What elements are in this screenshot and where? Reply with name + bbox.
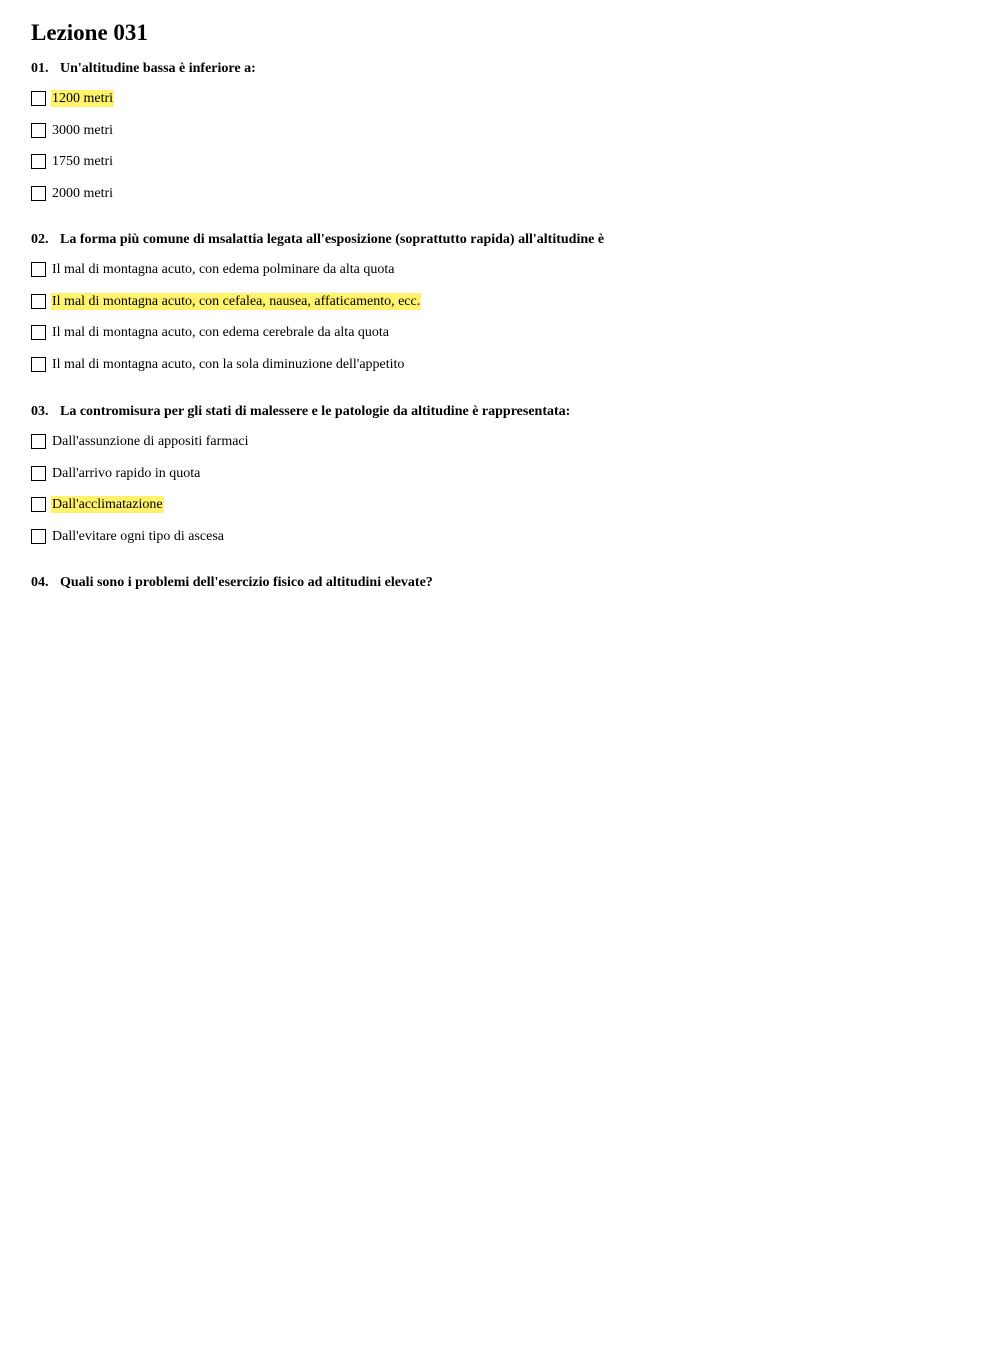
- question-text: Un'altitudine bassa è inferiore a:: [60, 61, 256, 76]
- checkbox[interactable]: [31, 123, 46, 138]
- option-item[interactable]: [31, 122, 971, 154]
- option-item[interactable]: [31, 324, 971, 356]
- question-header: [31, 231, 971, 249]
- option-text-highlighted: 1200 metri: [52, 91, 114, 106]
- option-text: Dall'arrivo rapido in quota: [52, 465, 201, 481]
- option-text: Il mal di montagna acuto, con edema polminare da alta quota: [52, 262, 395, 277]
- checkbox[interactable]: [31, 325, 46, 340]
- question-text: La forma più comune di msalattia legata all'esposizione (soprattutto rapida) all'altitudine è: [60, 232, 605, 247]
- question-number: 02.: [31, 232, 49, 247]
- question-header: [31, 60, 971, 78]
- question-number: 01.: [31, 61, 49, 76]
- question-header: [31, 403, 971, 421]
- checkbox[interactable]: [31, 186, 46, 201]
- checkbox[interactable]: [31, 154, 46, 169]
- checkbox[interactable]: [31, 294, 46, 309]
- options-list: [31, 433, 971, 559]
- option-text-highlighted: Dall'acclimatazione: [52, 497, 163, 512]
- option-item[interactable]: [31, 496, 971, 528]
- question-03: [31, 403, 971, 559]
- option-item[interactable]: [31, 433, 971, 465]
- options-list: [31, 261, 971, 387]
- checkbox[interactable]: [31, 357, 46, 372]
- option-item[interactable]: [31, 293, 971, 325]
- option-text: 3000 metri: [52, 122, 114, 138]
- option-text: Dall'evitare ogni tipo di ascesa: [52, 528, 225, 544]
- question-text: Quali sono i problemi dell'esercizio fisico ad altitudini elevate?: [60, 575, 433, 590]
- question-02: [31, 231, 971, 387]
- question-text: La contromisura per gli stati di malessere e le patologie da altitudine è rappresentata:: [60, 404, 571, 419]
- option-item[interactable]: [31, 261, 971, 293]
- question-04: [31, 574, 971, 592]
- option-text: 2000 metri: [52, 185, 114, 201]
- option-item[interactable]: [31, 465, 971, 497]
- checkbox[interactable]: [31, 497, 46, 512]
- option-item[interactable]: [31, 185, 971, 217]
- option-item[interactable]: [31, 356, 971, 388]
- page-title: Lezione 031: [31, 20, 148, 45]
- options-list: [31, 90, 971, 216]
- option-text: Dall'assunzione di appositi farmaci: [52, 434, 249, 449]
- checkbox[interactable]: [31, 262, 46, 277]
- option-text-highlighted: Il mal di montagna acuto, con cefalea, nausea, affaticamento, ecc.: [52, 293, 421, 309]
- question-01: [31, 60, 971, 216]
- option-text: 1750 metri: [52, 154, 114, 169]
- question-number: 04.: [31, 575, 49, 590]
- question-number: 03.: [31, 404, 49, 419]
- question-header: [31, 574, 971, 592]
- checkbox[interactable]: [31, 529, 46, 544]
- option-text: Il mal di montagna acuto, con la sola diminuzione dell'appetito: [52, 356, 405, 372]
- checkbox[interactable]: [31, 434, 46, 449]
- option-item[interactable]: [31, 90, 971, 122]
- option-text: Il mal di montagna acuto, con edema cerebrale da alta quota: [52, 325, 390, 340]
- option-item[interactable]: [31, 153, 971, 185]
- checkbox[interactable]: [31, 466, 46, 481]
- option-item[interactable]: [31, 528, 971, 560]
- checkbox[interactable]: [31, 91, 46, 106]
